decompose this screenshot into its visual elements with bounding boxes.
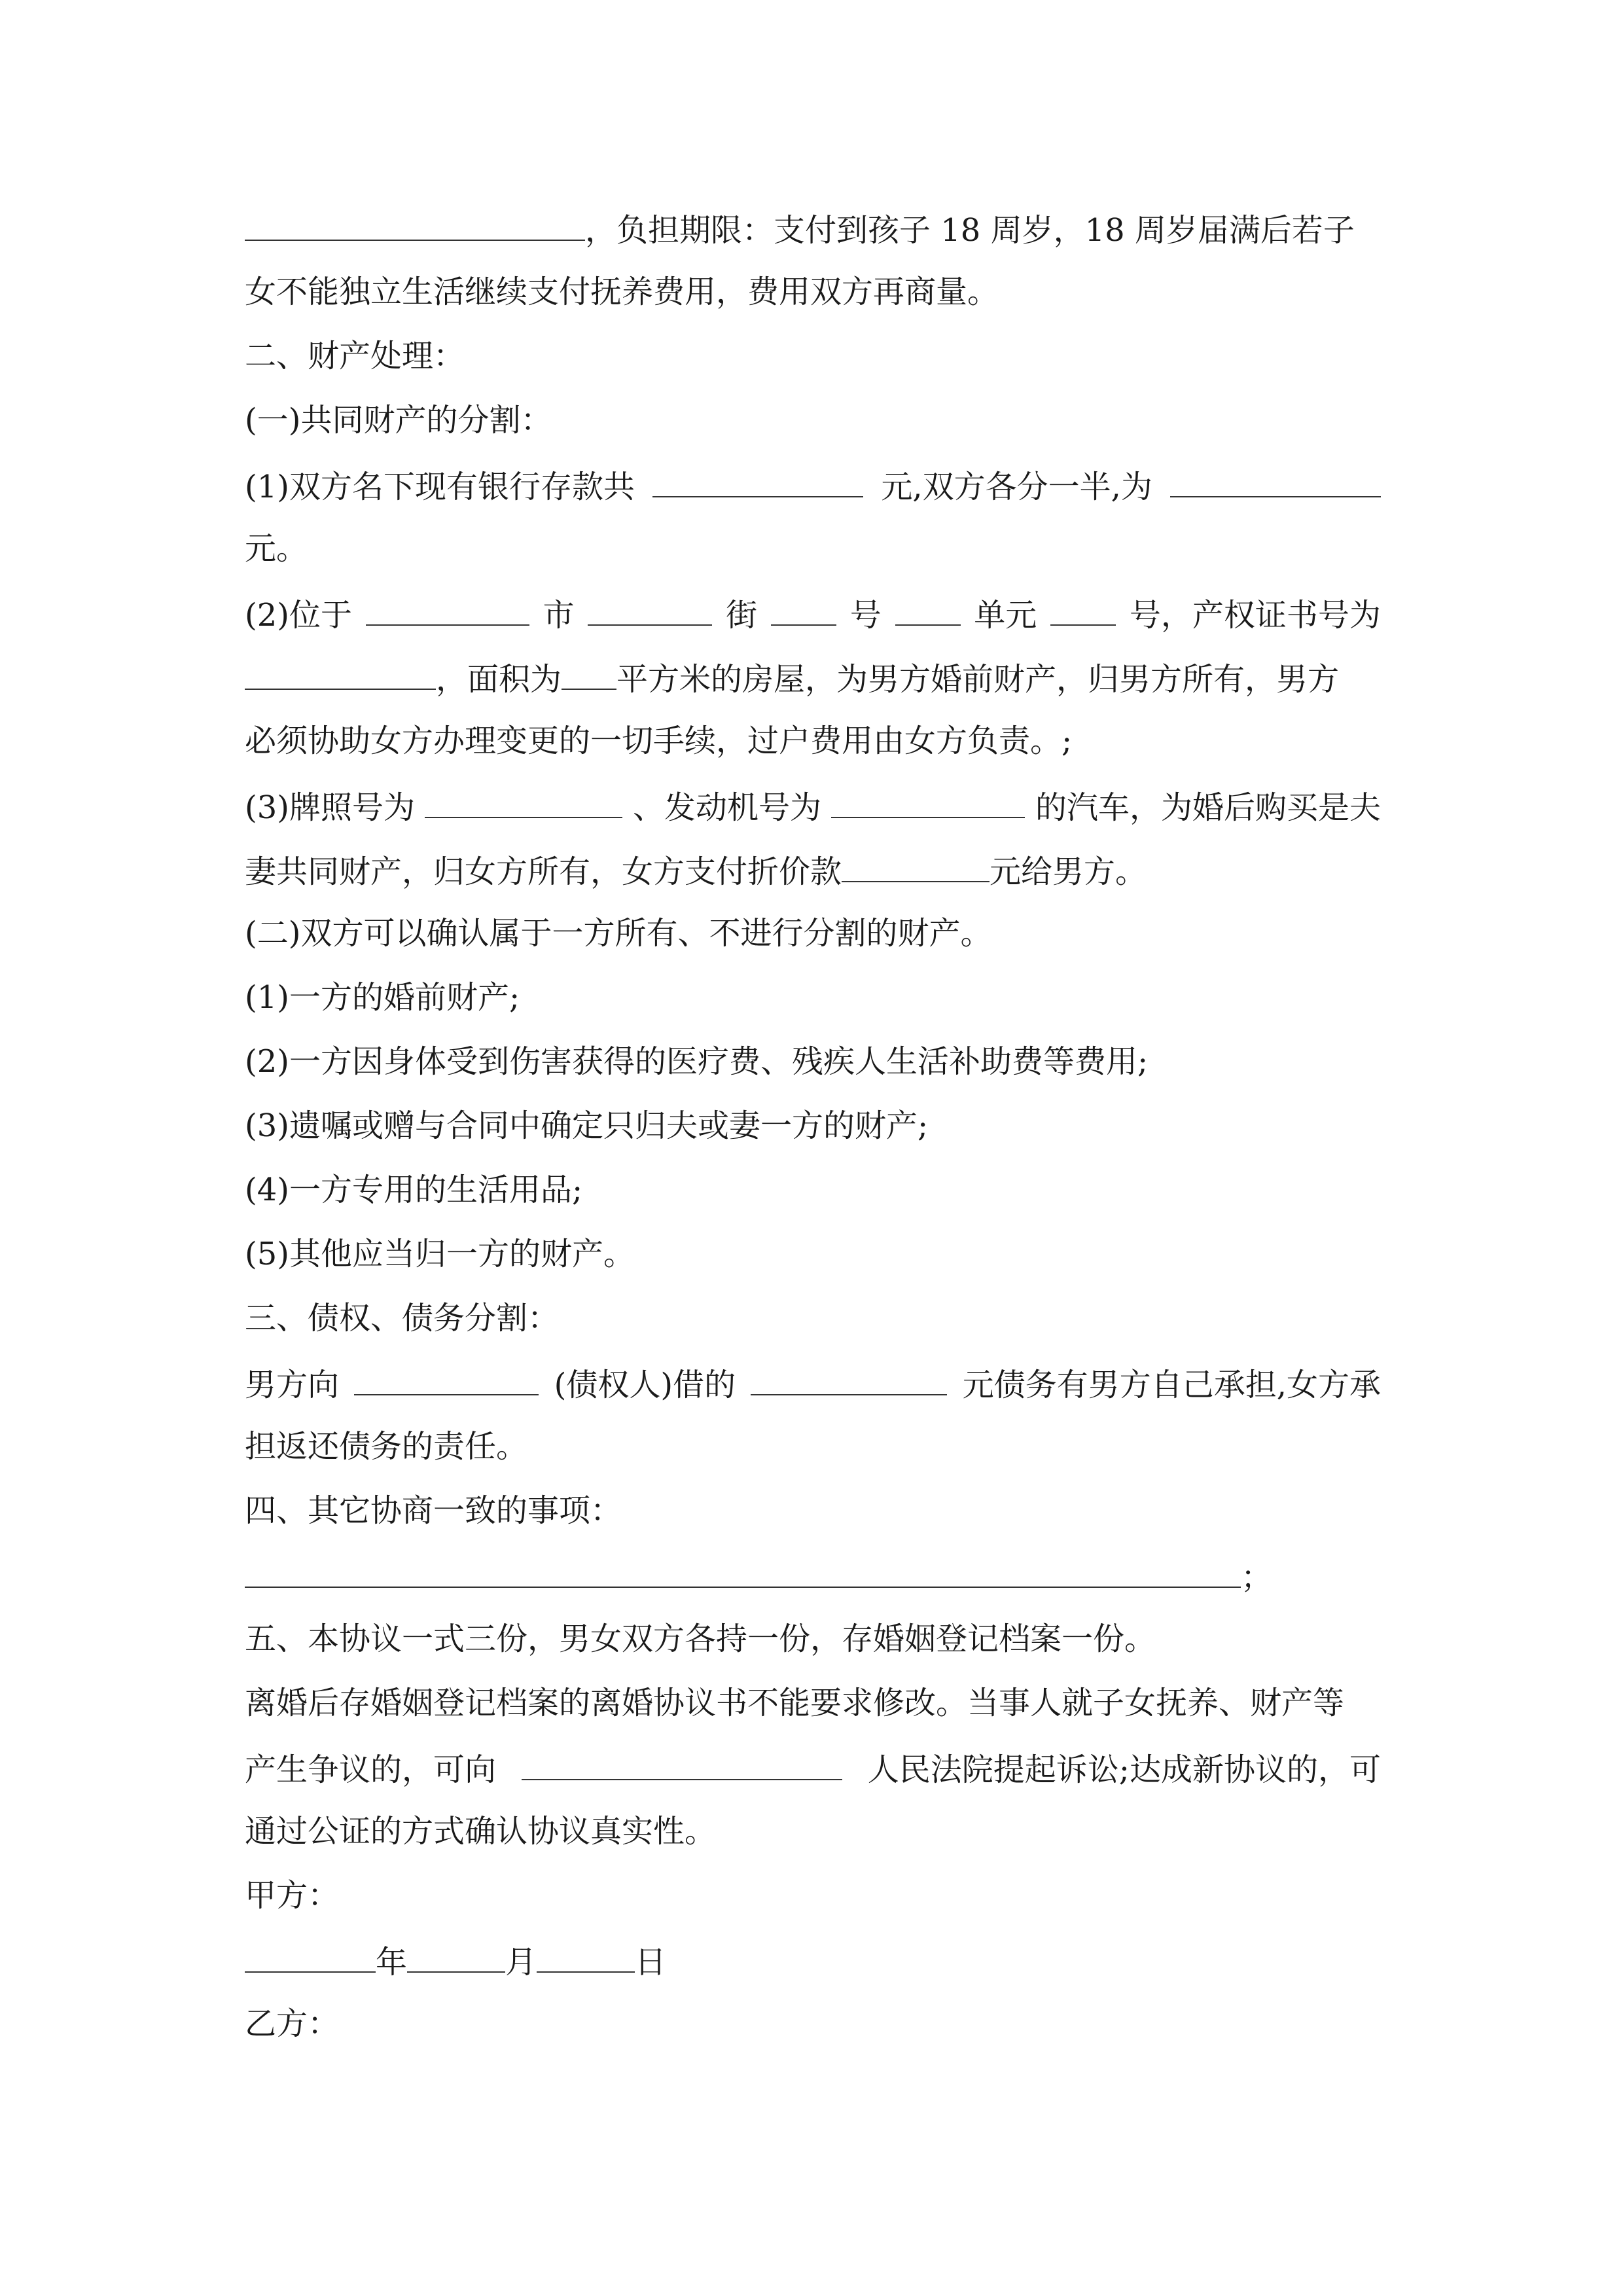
house-area-line (245, 657, 1381, 696)
engine-number-blank[interactable] (831, 785, 1025, 818)
day-blank[interactable] (537, 1940, 635, 1973)
lawsuit-text: 人民法院提起诉讼;达成新协议的，可 (867, 1751, 1381, 1787)
debt-line (245, 1363, 1381, 1402)
house-location-label: (2)位于 (245, 597, 352, 632)
child-support-term-line (245, 208, 1381, 247)
separate-property-item: (1)一方的婚前财产; (245, 979, 520, 1016)
deposit-share-blank[interactable] (1170, 465, 1381, 497)
dispute-line (245, 1748, 1381, 1787)
creditor-label: (债权人)借的 (554, 1367, 736, 1402)
support-term-text: ，负担期限：支付到孩子 18 周岁，18 周岁届满后若子 (585, 212, 1355, 247)
debt-intro-text: 男方向 (245, 1367, 340, 1402)
house-ownership-text: 平方米的房屋，为男方婚前财产，归男方所有，男方 (616, 661, 1340, 696)
separate-property-item: (3)遗嘱或赠与合同中确定只归夫或妻一方的财产; (245, 1107, 929, 1144)
deposit-split-text: 元,双方各分一半,为 (881, 469, 1152, 504)
year-label: 年 (376, 1944, 408, 1979)
month-label: 月 (505, 1944, 537, 1979)
car-compensation-line (245, 850, 1381, 889)
street-blank[interactable] (588, 593, 712, 626)
day-label: 日 (635, 1944, 667, 1979)
deposit-unit-text: 元。 (245, 530, 308, 567)
unit-blank[interactable] (895, 593, 961, 626)
debt-responsibility-text: 元债务有男方自己承担,女方承 (962, 1367, 1381, 1402)
party-b-label: 乙方： (245, 2005, 340, 2042)
plate-number-blank[interactable] (425, 785, 622, 818)
certificate-label: 号，产权证书号为 (1129, 597, 1381, 632)
compensation-amount-blank[interactable] (842, 850, 990, 882)
separate-property-item: (5)其他应当归一方的财产。 (245, 1236, 635, 1272)
modification-clause: 离婚后存婚姻登记档案的离婚协议书不能要求修改。当事人就子女抚养、财产等 (245, 1685, 1345, 1721)
separate-property-item: (4)一方专用的生活用品; (245, 1172, 583, 1208)
plate-label: (3)牌照号为 (245, 789, 415, 825)
month-blank[interactable] (407, 1940, 505, 1973)
subsection-separate-property-heading: (二)双方可以确认属于一方所有、不进行分割的财产。 (245, 915, 992, 952)
section-debt-heading: 三、债权、债务分割： (245, 1300, 560, 1336)
unit-label: 单元 (974, 597, 1037, 632)
court-blank[interactable] (522, 1748, 842, 1780)
compensation-unit-text: 元给男方。 (990, 853, 1147, 889)
year-blank[interactable] (245, 1940, 376, 1973)
car-ownership-text: 的汽车，为婚后购买是夫 (1035, 789, 1381, 825)
house-address-line (245, 593, 1381, 632)
dispute-text: 产生争议的，可向 (245, 1751, 497, 1787)
subsection-joint-property-heading: (一)共同财产的分割： (245, 402, 552, 439)
certificate-number-blank[interactable] (245, 657, 436, 690)
other-matters-line (245, 1555, 1381, 1594)
area-label: ，面积为 (436, 661, 562, 696)
debt-continuation-text: 担返还债务的责任。 (245, 1428, 528, 1465)
city-label: 市 (543, 597, 575, 632)
section-property-heading: 二、财产处理： (245, 338, 465, 374)
engine-label: 、发动机号为 (632, 789, 821, 825)
copies-clause: 五、本协议一式三份，男女双方各持一份，存婚姻登记档案一份。 (245, 1621, 1156, 1657)
area-blank[interactable] (562, 657, 616, 690)
bank-deposit-text: (1)双方名下现有银行存款共 (245, 469, 635, 504)
deposit-total-blank[interactable] (652, 465, 863, 497)
section-other-matters-heading: 四、其它协商一致的事项： (245, 1492, 622, 1529)
support-amount-blank[interactable] (245, 208, 585, 241)
notarization-text: 通过公证的方式确认协议真实性。 (245, 1813, 717, 1850)
bank-deposit-line (245, 465, 1381, 504)
room-blank[interactable] (1050, 593, 1116, 626)
number-label: 号 (849, 597, 882, 632)
date-line (245, 1940, 1381, 1979)
number-blank[interactable] (771, 593, 836, 626)
compensation-text: 妻共同财产，归女方所有，女方支付折价款 (245, 853, 842, 889)
debt-amount-blank[interactable] (751, 1363, 947, 1395)
creditor-blank[interactable] (354, 1363, 539, 1395)
transfer-procedure-text: 必须协助女方办理变更的一切手续，过户费用由女方负责。; (245, 723, 1073, 759)
other-matters-blank[interactable] (245, 1555, 1241, 1588)
support-continuation-text: 女不能独立生活继续支付抚养费用，费用双方再商量。 (245, 274, 999, 310)
street-label: 街 (726, 597, 758, 632)
car-line (245, 785, 1381, 825)
city-blank[interactable] (366, 593, 529, 626)
party-a-label: 甲方： (245, 1877, 340, 1914)
semicolon: ； (1241, 1559, 1273, 1594)
separate-property-item: (2)一方因身体受到伤害获得的医疗费、残疾人生活补助费等费用; (245, 1043, 1149, 1080)
